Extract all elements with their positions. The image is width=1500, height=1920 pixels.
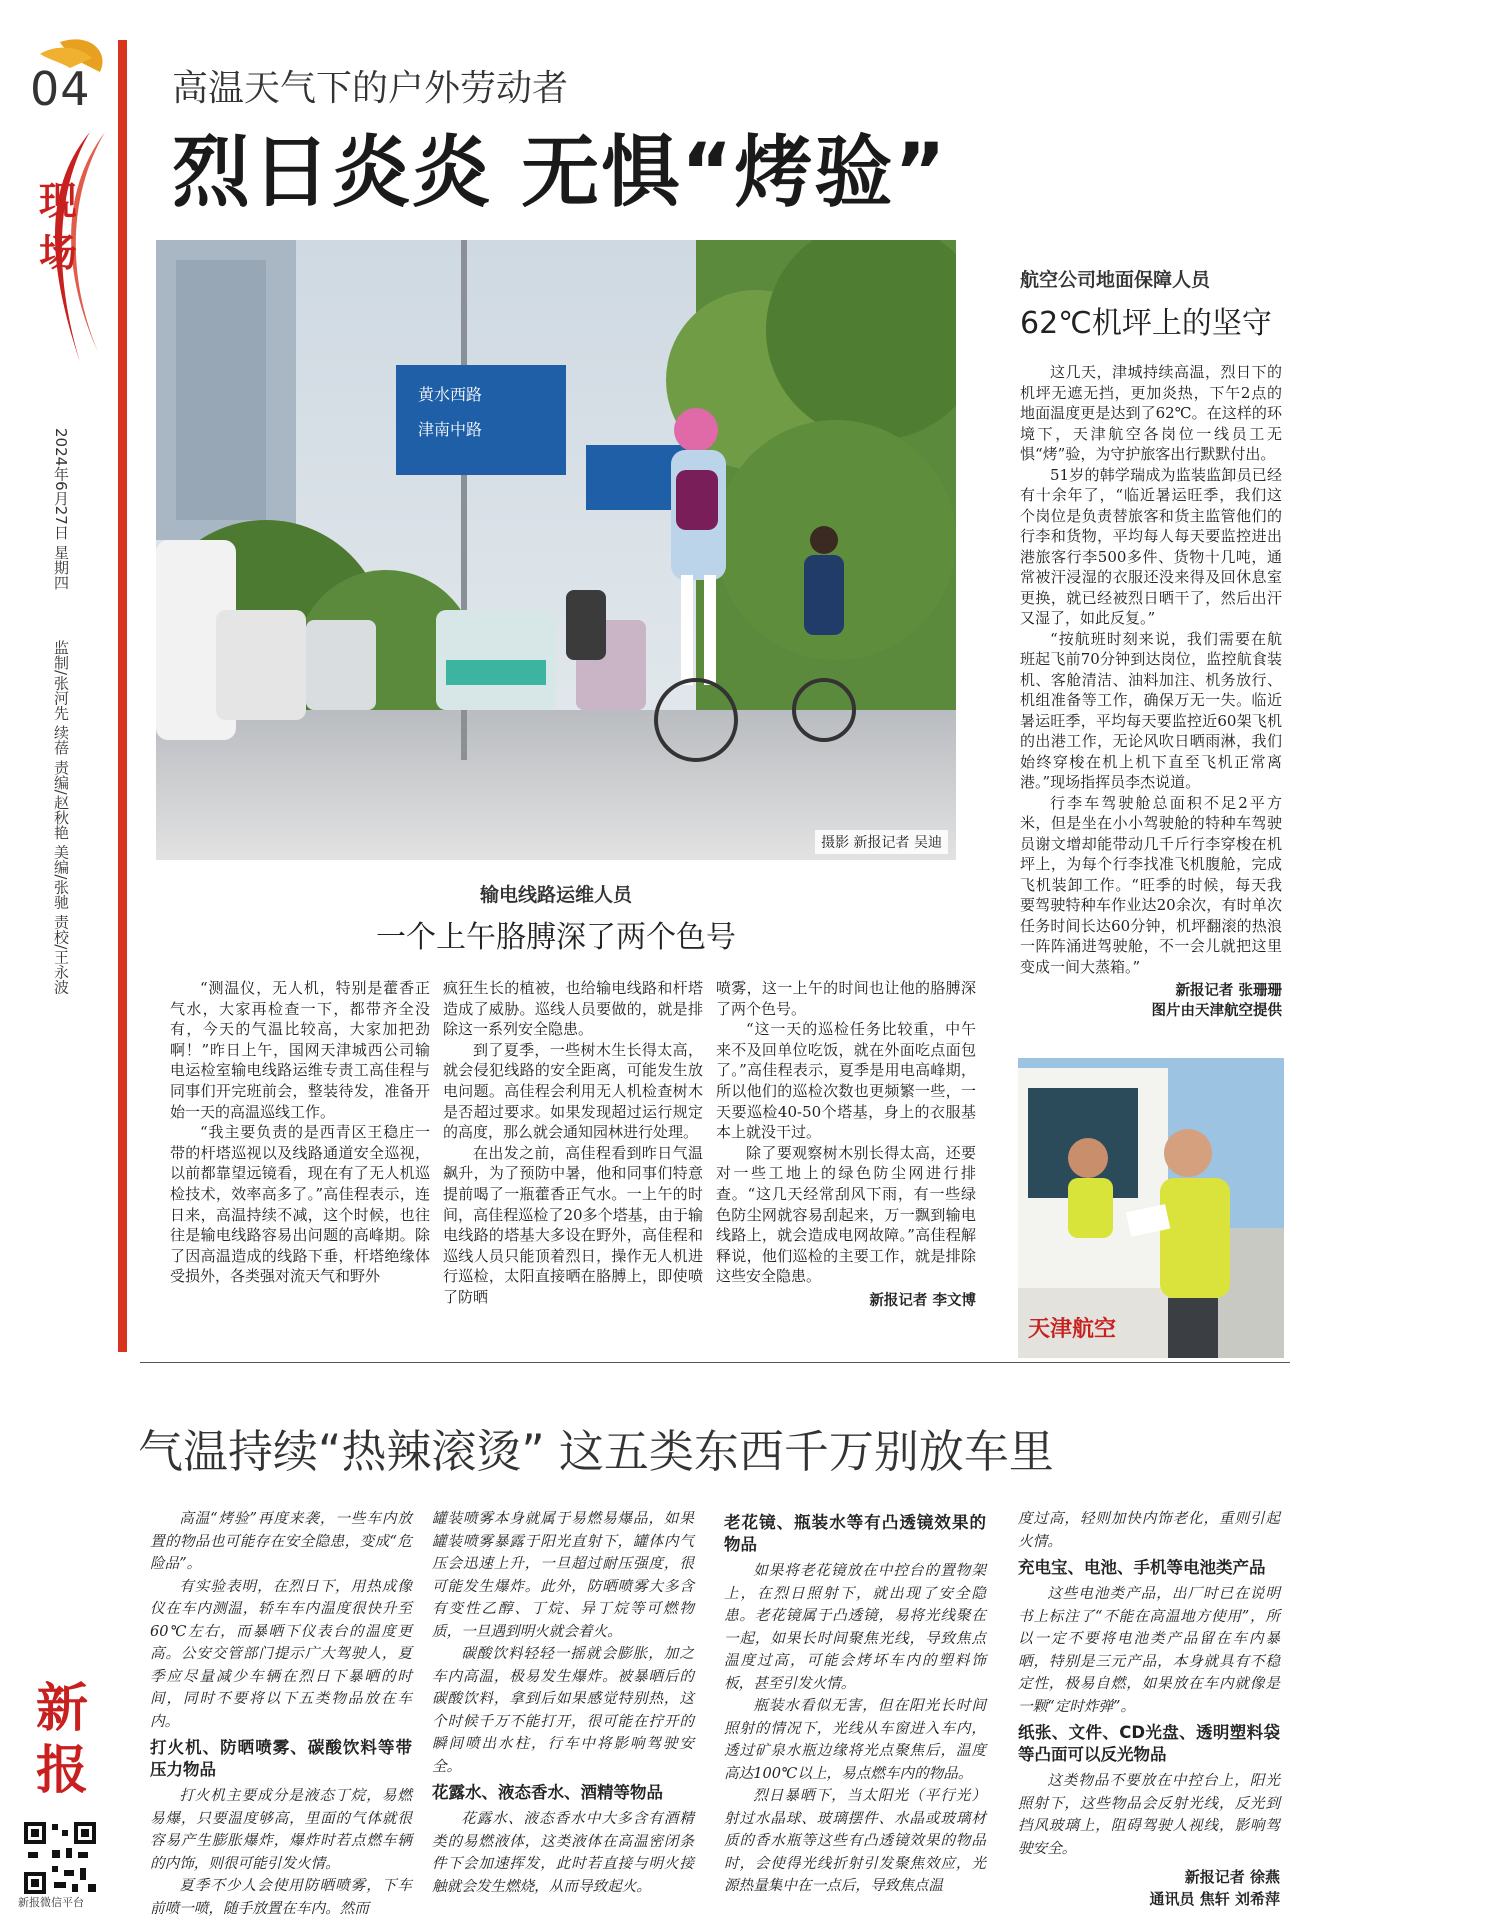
car-column-4	[1018, 1508, 1280, 1910]
newspaper-logo: 新报	[35, 1678, 88, 1801]
aviation-paragraph: “按航班时刻来说，我们需要在航班起飞前70分钟到达岗位，监控航食装机、客舱清洁、油料加注、机务放行、机组准备等工作，确保万无一失。临近暑运旺季，平均每天要监控近60架飞机的出港工作，无论风吹日晒雨淋，我们始终穿梭在机上机下直至飞机正常离港。”现场指挥员李杰说道。	[1020, 629, 1282, 791]
main-photo-credit: 摄影 新报记者 吴迪	[815, 830, 948, 854]
power-paragraph: “我主要负责的是西青区王稳庄一带的杆塔巡视以及线路通道安全巡视，以前都靠望远镜看，现在有了无人机巡检技术，效率高多了。”高佳程表示，连日来，高温持续不减，这个时候，也往往是输电线路容易出问题的高峰期。除了因高温造成的线路下垂，杆塔绝缘体受损外，各类强对流天气和野外	[170, 1123, 430, 1286]
issue-date: 2024年6月27日 星期四	[52, 428, 70, 590]
power-reporter: 新报记者 李文博	[869, 1292, 976, 1309]
power-paragraph: 喷雾，这一上午的时间也让他的胳膊深了两个色号。	[716, 979, 976, 1018]
car-paragraph: 碳酸饮料轻轻一摇就会膨胀，加之车内高温，极易发生爆炸。被暴晒后的碳酸饮料，拿到后如果感觉特别热，这个时候千万不能打开，很可能在拧开的瞬间喷出水柱，行车中将影响驾驶安全。	[432, 1645, 694, 1775]
road-sign-text-2: 津南中路	[418, 420, 483, 439]
section-label: 现场	[38, 179, 77, 275]
aviation-photo	[1018, 1058, 1284, 1358]
power-column-2	[443, 978, 703, 1308]
airport-worker-illustration	[1018, 1058, 1284, 1358]
car-subheading: 花露水、液态香水、酒精等物品	[432, 1783, 663, 1802]
car-paragraph: 打火机主要成分是液态丁烷，易燃易爆，只要温度够高，里面的气体就很容易产生膨胀爆炸，爆炸时若点燃车辆的内饰，则很可能引发火情。	[150, 1787, 412, 1872]
aviation-kicker: 航空公司地面保障人员	[1020, 269, 1211, 291]
power-column-1	[170, 978, 430, 1287]
car-correspondent: 通讯员 焦轩 刘希萍	[1149, 1890, 1280, 1908]
car-reporter: 新报记者 徐燕	[1184, 1868, 1280, 1886]
car-paragraph: 瓶装水看似无害，但在阳光长时间照射的情况下，光线从车窗进入车内，透过矿泉水瓶边缘将光点聚焦后，温度高达100℃以上，易点燃车内的物品。	[724, 1697, 986, 1782]
page-number: 04	[30, 62, 91, 116]
power-paragraph: 除了要观察树木别长得太高，还要对一些工地上的绿色防尘网进行排查。“这几天经常刮风下雨，有一些绿色防尘网就容易刮起来，万一飘到输电线路上，就会造成电网故障。”高佳程解释说，他们巡检的主要工作，就是排除这些安全隐患。	[716, 1143, 976, 1286]
main-photo	[156, 240, 956, 860]
car-paragraph: 度过高，轻则加快内饰老化，重则引起火情。	[1018, 1510, 1280, 1550]
car-paragraph: 如果将老花镜放在中控台的置物架上，在烈日照射下，就出现了安全隐患。老花镜属于凸透镜，易将光线聚在一起，如果长时间聚焦光线，导致焦点温度过高，可能会烤坏车内的塑料饰板，甚至引发火情。	[724, 1562, 986, 1692]
car-paragraph: 夏季不少人会使用防晒喷雾，下车前喷一喷，随手放置在车内。然而	[150, 1877, 412, 1917]
car-paragraph: 这些电池类产品，出厂时已在说明书上标注了“不能在高温地方使用”，所以一定不要将电池类产品留在车内暴晒，特别是三元产品，本身就具有不稳定性，极易自燃，如果放在车内就像是一颗“定时炸弹”。	[1018, 1585, 1280, 1715]
qr-code-icon[interactable]	[22, 1820, 98, 1896]
car-safety-title: 气温持续“热辣滚烫” 这五类东西千万别放车里	[138, 1425, 1054, 1478]
power-title: 一个上午胳膊深了两个色号	[376, 920, 736, 955]
truck-lettering: 天津航空	[1028, 1317, 1117, 1342]
main-kicker: 高温天气下的户外劳动者	[172, 68, 569, 109]
car-subheading: 充电宝、电池、手机等电池类产品	[1018, 1558, 1266, 1577]
power-paragraph: 到了夏季，一些树木生长得太高，就会侵犯线路的安全距离，可能发生放电问题。高佳程会利用无人机检查树木是否超过要求。如果发现超过运行规定的高度，那么就会通知园林进行处理。	[443, 1040, 703, 1142]
car-subheading: 纸张、文件、CD光盘、透明塑料袋等凸面可以反光物品	[1018, 1723, 1280, 1764]
section-divider	[140, 1362, 1290, 1363]
power-kicker: 输电线路运维人员	[479, 884, 632, 906]
street-scene-illustration	[156, 240, 956, 860]
car-column-3	[724, 1508, 986, 1898]
car-subheading: 打火机、防晒喷雾、碳酸饮料等带压力物品	[150, 1738, 412, 1779]
car-column-1	[150, 1508, 412, 1920]
car-column-2	[432, 1508, 694, 1898]
power-paragraph: “测温仪，无人机，特别是藿香正气水，大家再检查一下，都带齐全没有，今天的气温比较高，大家加把劲啊！”昨日上午，国网天津城西公司输电运检室输电线路运维专责工高佳程与同事们开完班前会，整装待发，准备开始一天的高温巡线工作。	[170, 979, 430, 1121]
car-paragraph: 罐装喷雾本身就属于易燃易爆品，如果罐装喷雾暴露于阳光直射下，罐体内气压会迅速上升，一旦超过耐压强度，很可能发生爆炸。此外，防晒喷雾大多含有变性乙醇、丁烷、异丁烷等可燃物质，一旦遇到明火就会着火。	[432, 1510, 694, 1640]
car-paragraph: 高温“烤验”再度来袭，一些车内放置的物品也可能存在安全隐患，变成“危险品”。	[150, 1510, 412, 1572]
car-subheading: 老花镜、瓶装水等有凸透镜效果的物品	[724, 1513, 986, 1554]
car-paragraph: 烈日暴晒下，当太阳光（平行光）射过水晶球、玻璃摆件、水晶或玻璃材质的香水瓶等这些有凸透镜效果的物品时，会使得光线折射引发聚焦效应，光源热量集中在一点后，导致焦点温	[724, 1787, 986, 1894]
power-paragraph: 在出发之前，高佳程看到昨日气温飙升，为了预防中暑，他和同事们特意提前喝了一瓶藿香正气水。一上午的时间，高佳程巡检了20多个塔基，由于输电线路的塔基大多设在野外，高佳程和巡线人员只能顶着烈日，操作无人机进行巡检，太阳直接晒在胳膊上，即使喷了防晒	[443, 1143, 703, 1306]
aviation-paragraph: 行李车驾驶舱总面积不足2平方米，但是坐在小小驾驶舱的特种车驾驶员谢文增却能带动几千斤行李穿梭在机坪上，为每个行李找准飞机腹舱，完成飞机装卸工作。“旺季的时候，每天我要驾驶特种车作业达20余次，有时单次任务时间长达60分钟，机坪翻滚的热浪一阵阵涌进驾驶舱，不一会儿就把这里变成一间大蒸箱。”	[1020, 793, 1282, 976]
aviation-paragraph: 51岁的韩学瑞成为监装监卸员已经有十余年了，“临近暑运旺季，我们这个岗位是负责替旅客和货主监管他们的行李和货物，平均每人每天要监控进出港旅客行李500多件、货物十几吨，通常被汗浸湿的衣服还没来得及回休息室更换，就已经被烈日晒干了，然后出汗又湿了，如此反复。”	[1020, 465, 1282, 627]
power-paragraph: 疯狂生长的植被，也给输电线路和杆塔造成了威胁。巡线人员要做的，就是排除这一系列安全隐患。	[443, 979, 703, 1039]
aviation-reporter: 新报记者 张珊珊	[1175, 983, 1282, 999]
power-column-3	[716, 978, 976, 1311]
aviation-article	[1020, 362, 1282, 1021]
left-accent-rule	[118, 40, 127, 1352]
car-paragraph: 有实验表明，在烈日下，用热成像仪在车内测温，轿车车内温度很快升至60℃左右，而暴晒下仪表台的温度更高。公安交管部门提示广大驾驶人，夏季应尽量减少车辆在烈日下暴晒的时间，同时不要将以下五类物品放在车内。	[150, 1577, 412, 1730]
editor-credits: 监制/张河先 续蓓 责编/赵秋艳 美编/张驰 责校/王永波	[52, 640, 70, 995]
road-sign-text-1: 黄水西路	[418, 385, 483, 404]
car-paragraph: 花露水、液态香水中大多含有酒精类的易燃液体，这类液体在高温密闭条件下会加速挥发，此时若直接与明火接触就会发生燃烧，从而导致起火。	[432, 1810, 694, 1895]
aviation-paragraph: 这几天，津城持续高温，烈日下的机坪无遮无挡，更加炎热，下午2点的地面温度更是达到了62℃。在这样的环境下，天津航空各岗位一线员工无惧“烤”验，为守护旅客出行默默付出。	[1020, 363, 1282, 463]
power-paragraph: “这一天的巡检任务比较重，中午来不及回单位吃饭，就在外面吃点面包了。”高佳程表示，夏季是用电高峰期，所以他们的巡检次数也更频繁一些，一天要巡检40-50个塔基，身上的衣服基本上就没干过。	[716, 1020, 976, 1142]
aviation-photo-credit: 图片由天津航空提供	[1151, 1003, 1282, 1019]
car-paragraph: 这类物品不要放在中控台上，阳光照射下，这些物品会反射光线，反光到挡风玻璃上，阻碍驾驶人视线，影响驾驶安全。	[1018, 1772, 1280, 1857]
aviation-title: 62℃机坪上的坚守	[1020, 306, 1272, 341]
qr-caption: 新报微信平台	[18, 1896, 84, 1909]
main-headline: 烈日炎炎 无惧“烤验”	[172, 128, 948, 218]
